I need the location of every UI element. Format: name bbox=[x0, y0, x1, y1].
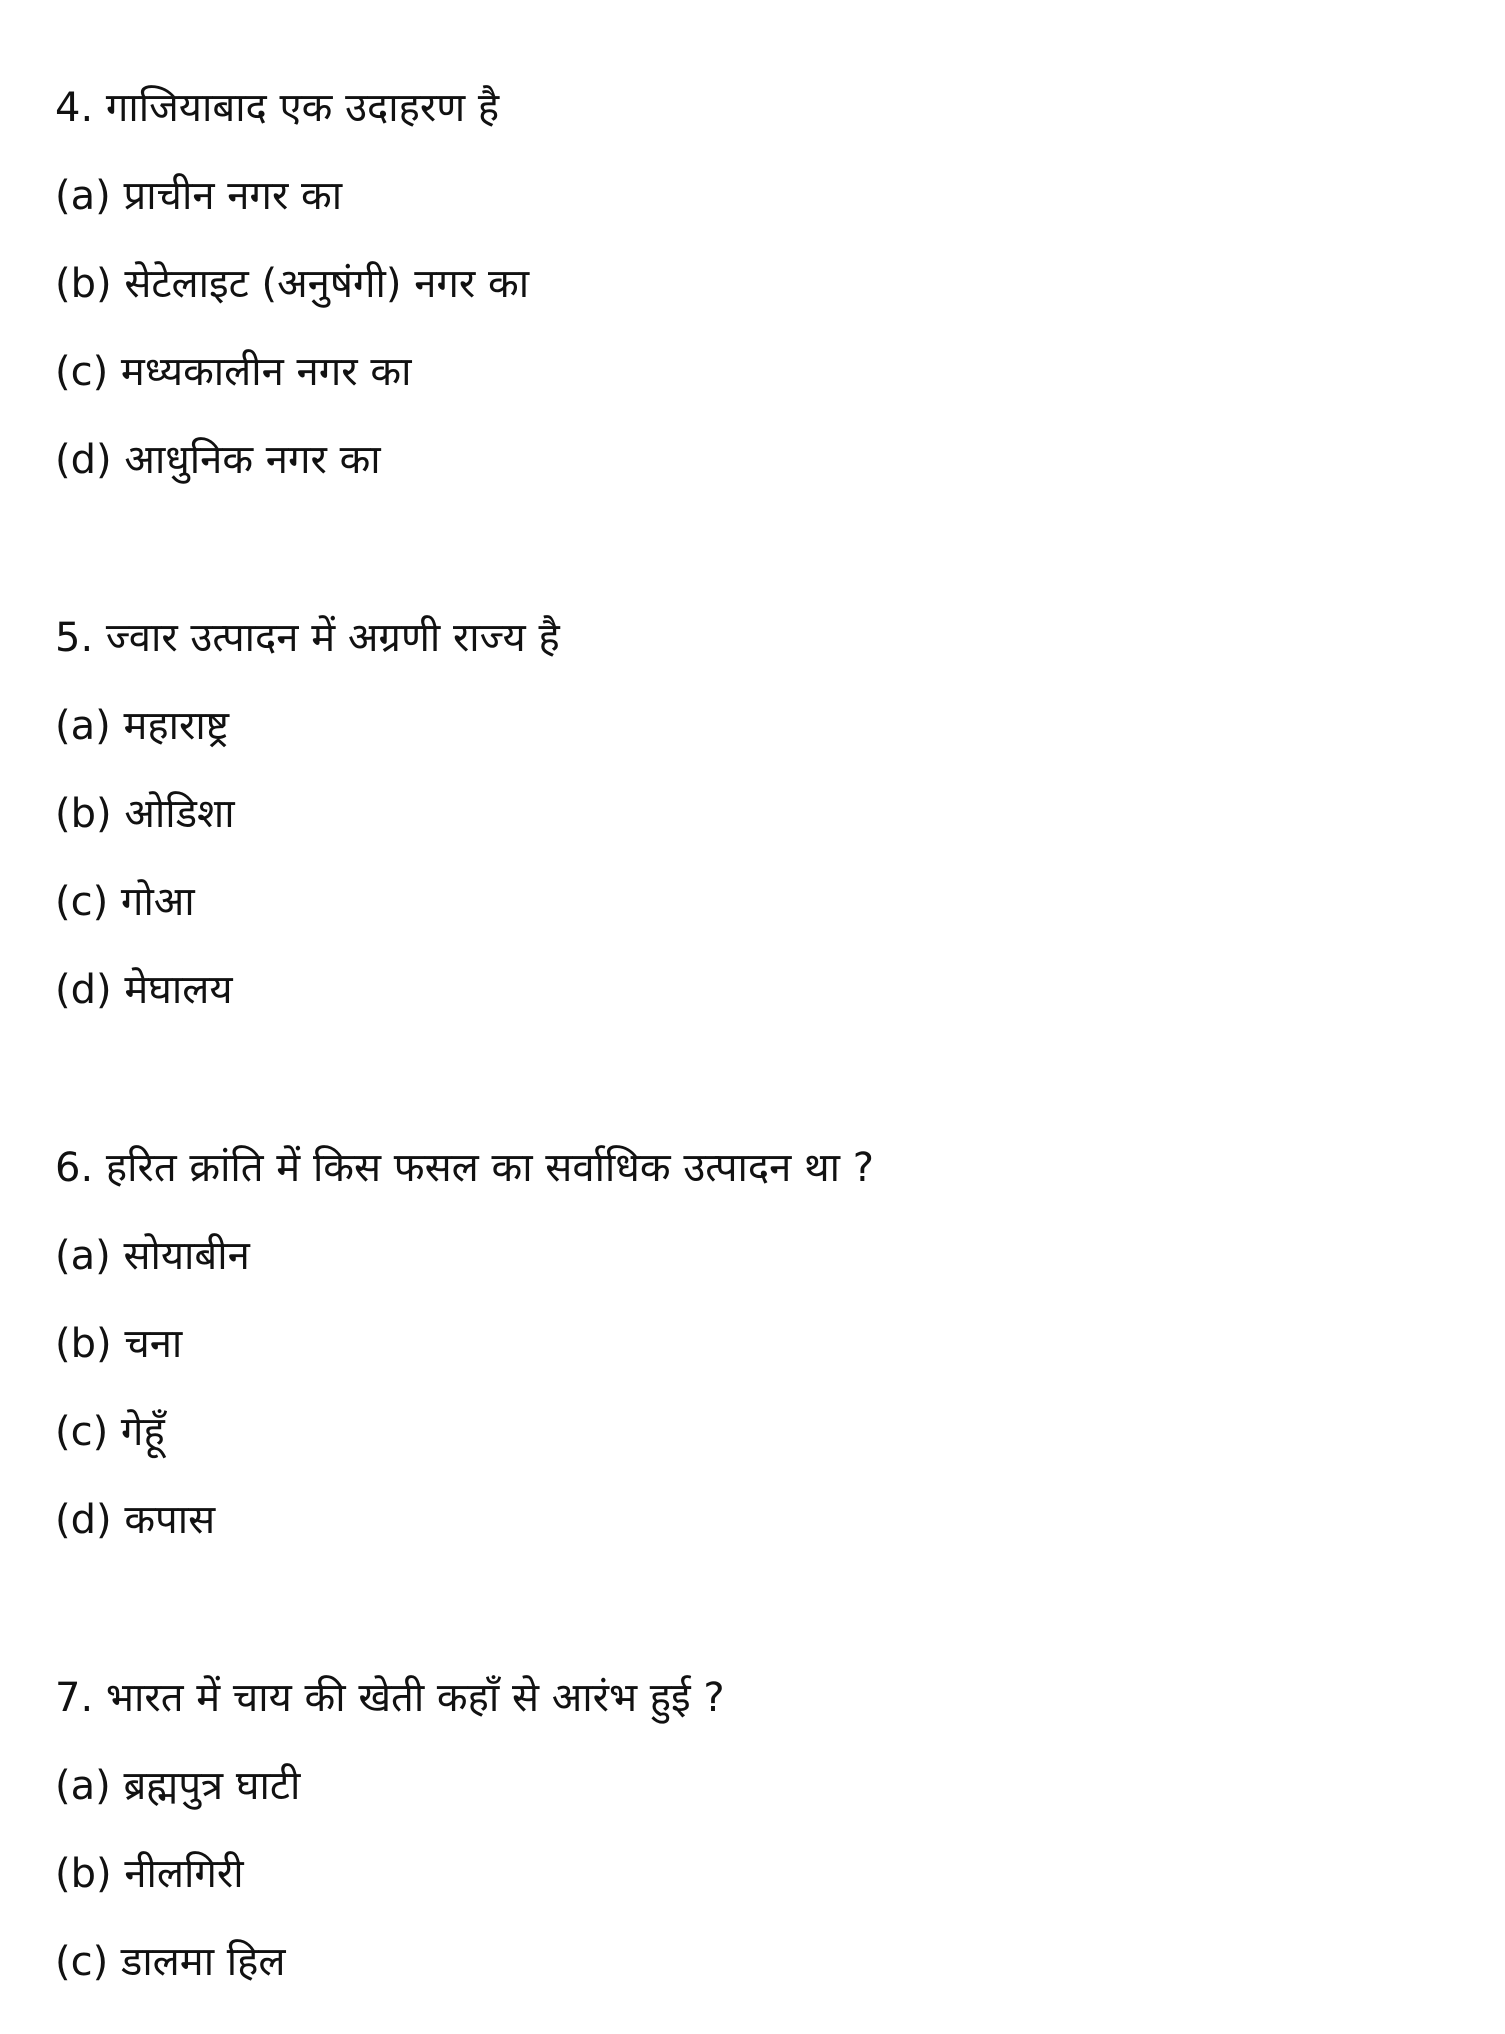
option-b: (b) चना bbox=[55, 1321, 183, 1367]
option-a: (a) सोयाबीन bbox=[55, 1233, 250, 1279]
option-a: (a) ब्रह्मपुत्र घाटी bbox=[55, 1763, 301, 1809]
option-a: (a) प्राचीन नगर का bbox=[55, 173, 343, 219]
option-b: (b) नीलगिरी bbox=[55, 1851, 244, 1897]
option-d: (d) कपास bbox=[55, 1497, 216, 1543]
option-b: (b) ओडिशा bbox=[55, 791, 235, 837]
question-text: 4. गाजियाबाद एक उदाहरण है bbox=[55, 85, 500, 131]
question-block-7 bbox=[55, 1654, 1455, 2006]
question-text: 5. ज्वार उत्पादन में अग्रणी राज्य है bbox=[55, 615, 560, 661]
question-block-6 bbox=[55, 1124, 1455, 1564]
question-block-4 bbox=[55, 64, 1455, 504]
question-block-5 bbox=[55, 594, 1455, 1034]
option-c: (c) गेहूँ bbox=[55, 1409, 165, 1455]
option-d: (d) मेघालय bbox=[55, 967, 233, 1013]
option-a: (a) महाराष्ट्र bbox=[55, 703, 230, 749]
option-b: (b) सेटेलाइट (अनुषंगी) नगर का bbox=[55, 261, 530, 307]
option-c: (c) मध्यकालीन नगर का bbox=[55, 349, 412, 395]
option-c: (c) डालमा हिल bbox=[55, 1939, 286, 1985]
question-text: 6. हरित क्रांति में किस फसल का सर्वाधिक उत्पादन था ? bbox=[55, 1145, 874, 1191]
question-text: 7. भारत में चाय की खेती कहाँ से आरंभ हुई ? bbox=[55, 1675, 725, 1721]
option-c: (c) गोआ bbox=[55, 879, 195, 925]
option-d: (d) आधुनिक नगर का bbox=[55, 437, 381, 483]
